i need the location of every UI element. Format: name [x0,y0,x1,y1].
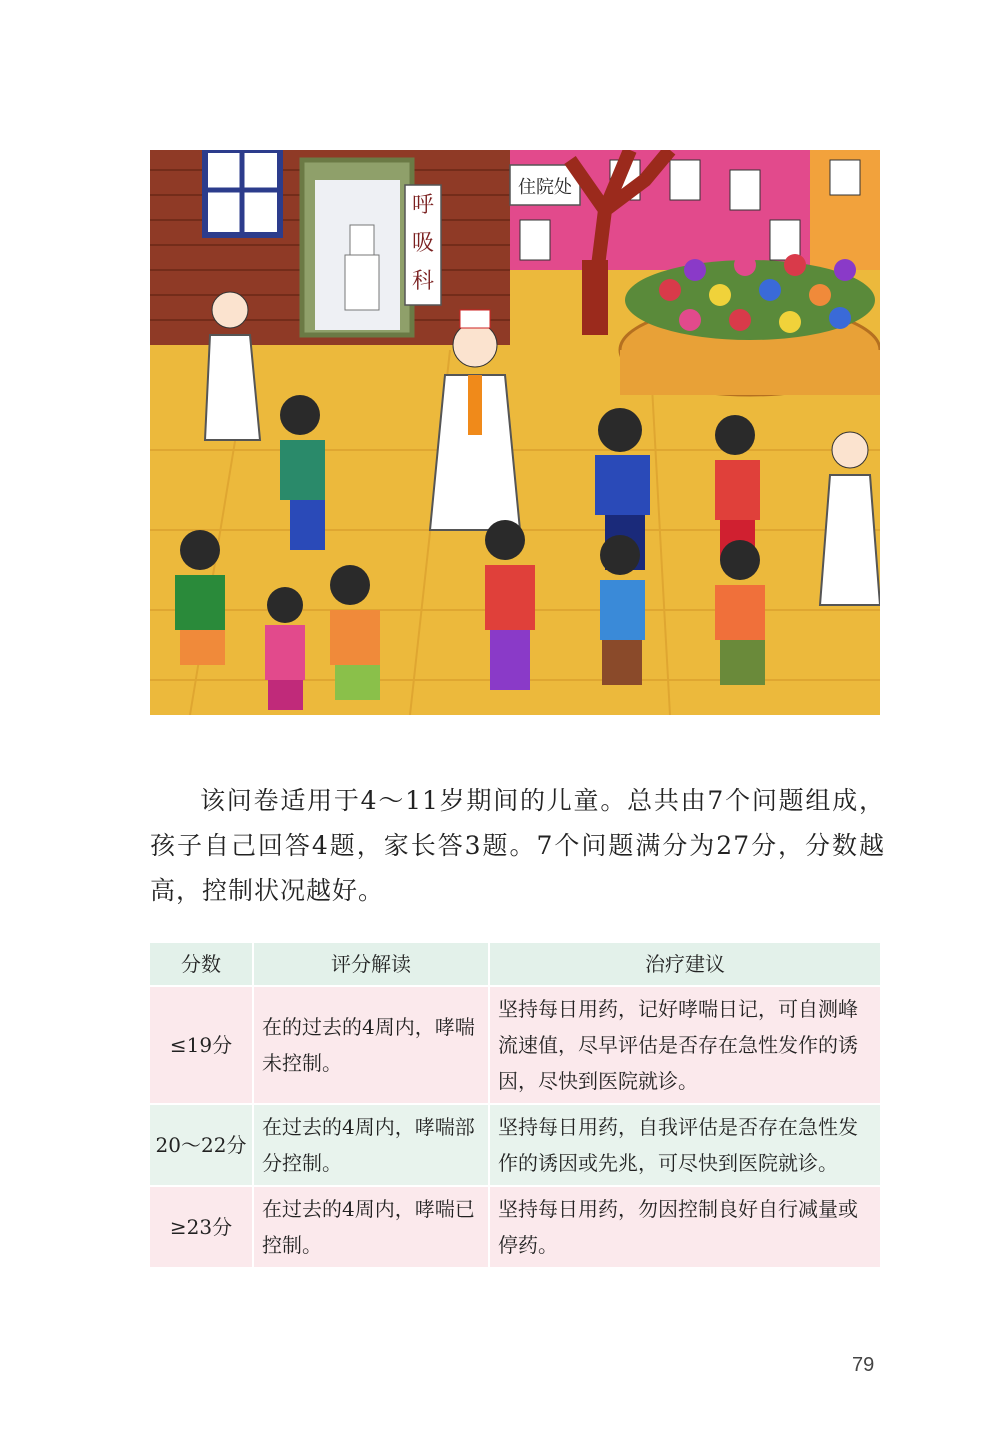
table-row [150,986,880,1104]
advice-cell: 坚持每日用药，自我评估是否存在急性发作的诱因或先兆，可尽快到医院就诊。 [489,1104,880,1186]
interpretation-cell: 在的过去的4周内，哮喘未控制。 [253,986,489,1104]
header-interpretation: 评分解读 [253,943,489,986]
illustration-children-hospital [150,150,880,715]
score-table [150,943,880,1267]
table-header-row [150,943,880,986]
table-row [150,1104,880,1186]
advice-cell: 坚持每日用药，记好哮喘日记，可自测峰流速值，尽早评估是否存在急性发作的诱因，尽快到医院就诊。 [489,986,880,1104]
score-cell: 20～22分 [150,1104,253,1186]
intro-paragraph: 该问卷适用于4～11岁期间的儿童。总共由7个问题组成，孩子自己回答4题，家长答3题。7个问题满分为27分，分数越高，控制状况越好。 [150,786,885,905]
score-cell: ≤19分 [150,986,253,1104]
page-number: 79 [852,1354,875,1376]
sign-char-3: 科 [411,269,435,294]
sign-inpatient: 住院处 [518,177,572,198]
sign-char-1: 呼 [411,193,435,218]
table-row [150,1186,880,1267]
score-cell: ≥23分 [150,1186,253,1267]
sign-char-2: 吸 [411,231,435,256]
interpretation-cell: 在过去的4周内，哮喘已控制。 [253,1186,489,1267]
interpretation-cell: 在过去的4周内，哮喘部分控制。 [253,1104,489,1186]
advice-cell: 坚持每日用药，勿因控制良好自行减量或停药。 [489,1186,880,1267]
header-advice: 治疗建议 [489,943,880,986]
header-score: 分数 [150,943,253,986]
